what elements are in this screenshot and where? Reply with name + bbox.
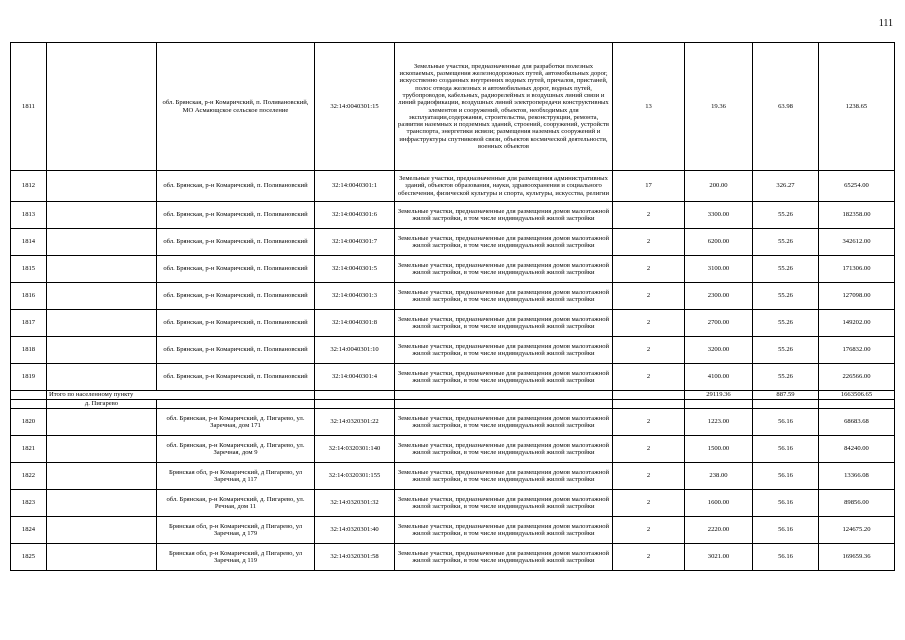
category-cell: 2 <box>613 364 685 391</box>
row-number: 1812 <box>11 171 47 202</box>
specific-value-cell: 56.16 <box>753 544 819 571</box>
land-use-cell: Земельные участки, предназначенные для размещения домов малоэтажной жилой застройки, в том числе индивидуальной жилой застройки <box>395 544 613 571</box>
cadastral-number-cell: 32:14:0320301:155 <box>315 463 395 490</box>
empty-cell <box>47 544 157 571</box>
table-row <box>11 544 895 571</box>
cadastral-value-cell: 169659.36 <box>819 544 895 571</box>
empty-cell <box>47 364 157 391</box>
empty-cell <box>395 400 613 409</box>
area-cell: 19.36 <box>685 43 753 171</box>
summary-specific-value: 887.59 <box>753 391 819 400</box>
cadastral-value-table <box>10 42 895 571</box>
specific-value-cell: 55.26 <box>753 202 819 229</box>
area-cell: 238.00 <box>685 463 753 490</box>
row-number: 1816 <box>11 283 47 310</box>
land-use-cell: Земельные участки, предназначенные для размещения домов малоэтажной жилой застройки, в том числе индивидуальной жилой застройки <box>395 463 613 490</box>
empty-cell <box>47 283 157 310</box>
row-number: 1819 <box>11 364 47 391</box>
summary-label: Итого по населенному пункту <box>47 391 315 400</box>
category-cell: 17 <box>613 171 685 202</box>
empty-cell <box>47 310 157 337</box>
land-use-cell: Земельные участки, предназначенные для размещения домов малоэтажной жилой застройки, в том числе индивидуальной жилой застройки <box>395 310 613 337</box>
table-row <box>11 436 895 463</box>
page-number: 111 <box>878 18 893 29</box>
empty-cell <box>753 400 819 409</box>
specific-value-cell: 56.16 <box>753 436 819 463</box>
row-number: 1814 <box>11 229 47 256</box>
specific-value-cell: 55.26 <box>753 256 819 283</box>
address-cell: обл. Брянская, р-н Комаричский, п. Поливановский <box>157 283 315 310</box>
cadastral-number-cell: 32:14:0320301:140 <box>315 436 395 463</box>
empty-cell <box>47 490 157 517</box>
address-cell: обл. Брянская, р-н Комаричский, п. Поливановский <box>157 337 315 364</box>
cadastral-number-cell: 32:14:0040301:1 <box>315 171 395 202</box>
cadastral-value-cell: 89856.00 <box>819 490 895 517</box>
address-cell: обл. Брянская, р-н Комаричский, д. Пигарево, ул. Речная, дом 11 <box>157 490 315 517</box>
category-cell: 2 <box>613 409 685 436</box>
address-cell: обл. Брянская, р-н Комаричский, п. Поливановский <box>157 229 315 256</box>
empty-cell <box>47 256 157 283</box>
row-number: 1813 <box>11 202 47 229</box>
category-cell: 2 <box>613 229 685 256</box>
row-number: 1818 <box>11 337 47 364</box>
row-number: 1811 <box>11 43 47 171</box>
table-row <box>11 202 895 229</box>
empty-cell <box>47 409 157 436</box>
table-row <box>11 310 895 337</box>
locality-name: д. Пигарево <box>47 400 157 409</box>
specific-value-cell: 55.26 <box>753 229 819 256</box>
row-number: 1821 <box>11 436 47 463</box>
specific-value-cell: 55.26 <box>753 364 819 391</box>
area-cell: 200.00 <box>685 171 753 202</box>
specific-value-cell: 56.16 <box>753 463 819 490</box>
cadastral-value-cell: 127098.00 <box>819 283 895 310</box>
row-number: 1815 <box>11 256 47 283</box>
category-cell: 2 <box>613 202 685 229</box>
table-row <box>11 43 895 171</box>
area-cell: 1500.00 <box>685 436 753 463</box>
land-use-cell: Земельные участки, предназначенные для размещения домов малоэтажной жилой застройки, в том числе индивидуальной жилой застройки <box>395 202 613 229</box>
empty-cell <box>47 229 157 256</box>
area-cell: 2700.00 <box>685 310 753 337</box>
table-row <box>11 283 895 310</box>
cadastral-number-cell: 32:14:0040301:7 <box>315 229 395 256</box>
specific-value-cell: 56.16 <box>753 517 819 544</box>
area-cell: 2220.00 <box>685 517 753 544</box>
category-cell: 2 <box>613 436 685 463</box>
area-cell: 2300.00 <box>685 283 753 310</box>
land-use-cell: Земельные участки, предназначенные для размещения домов малоэтажной жилой застройки, в том числе индивидуальной жилой застройки <box>395 490 613 517</box>
address-cell: Брянская обл, р-н Комаричский, д Пигарево, ул Заречная, д 119 <box>157 544 315 571</box>
cadastral-value-cell: 65254.00 <box>819 171 895 202</box>
area-cell: 3100.00 <box>685 256 753 283</box>
empty-cell <box>315 400 395 409</box>
cadastral-value-cell: 226566.00 <box>819 364 895 391</box>
cadastral-number-cell: 32:14:0320301:40 <box>315 517 395 544</box>
address-cell: обл. Брянская, р-н Комаричский, п. Поливановский <box>157 256 315 283</box>
address-cell: обл. Брянская, р-н Комаричский, п. Поливановский <box>157 171 315 202</box>
address-cell: обл. Брянская, р-н Комаричский, д. Пигарево, ул. Заречная, дом 9 <box>157 436 315 463</box>
land-use-cell: Земельные участки, предназначенные для размещения домов малоэтажной жилой застройки, в том числе индивидуальной жилой застройки <box>395 409 613 436</box>
row-number: 1824 <box>11 517 47 544</box>
category-cell: 2 <box>613 283 685 310</box>
address-cell: обл. Брянская, р-н Комаричский, п. Поливановский <box>157 310 315 337</box>
empty-cell <box>685 400 753 409</box>
cadastral-value-cell: 124675.20 <box>819 517 895 544</box>
cadastral-number-cell: 32:14:0040301:4 <box>315 364 395 391</box>
table-row <box>11 364 895 391</box>
address-cell: обл. Брянская, р-н Комаричский, п. Поливановский <box>157 364 315 391</box>
empty-cell <box>613 391 685 400</box>
specific-value-cell: 55.26 <box>753 310 819 337</box>
cadastral-number-cell: 32:14:0040301:3 <box>315 283 395 310</box>
cadastral-value-cell: 84240.00 <box>819 436 895 463</box>
empty-cell <box>315 391 395 400</box>
land-use-cell: Земельные участки, предназначенные для размещения домов малоэтажной жилой застройки, в том числе индивидуальной жилой застройки <box>395 517 613 544</box>
area-cell: 1600.00 <box>685 490 753 517</box>
empty-cell <box>47 171 157 202</box>
specific-value-cell: 55.26 <box>753 337 819 364</box>
table-row <box>11 463 895 490</box>
empty-cell <box>395 391 613 400</box>
table-row <box>11 490 895 517</box>
empty-cell <box>47 202 157 229</box>
category-cell: 2 <box>613 256 685 283</box>
cadastral-number-cell: 32:14:0320301:58 <box>315 544 395 571</box>
cadastral-number-cell: 32:14:0320301:32 <box>315 490 395 517</box>
specific-value-cell: 55.26 <box>753 283 819 310</box>
summary-area: 29119.36 <box>685 391 753 400</box>
category-cell: 2 <box>613 490 685 517</box>
area-cell: 3021.00 <box>685 544 753 571</box>
address-cell: обл. Брянская, р-н Комаричский, д. Пигарево, ул. Заречная, дом 171 <box>157 409 315 436</box>
cadastral-value-cell: 13366.08 <box>819 463 895 490</box>
row-number: 1825 <box>11 544 47 571</box>
empty-cell <box>47 43 157 171</box>
cadastral-number-cell: 32:14:0040301:15 <box>315 43 395 171</box>
land-use-cell: Земельные участки, предназначенные для размещения административных зданий, объектов образования, науки, здравоохранения и социального обеспечения, физической культуры и спорта, культуры, искусства, религии <box>395 171 613 202</box>
specific-value-cell: 63.98 <box>753 43 819 171</box>
cadastral-number-cell: 32:14:0040301:6 <box>315 202 395 229</box>
land-use-cell: Земельные участки, предназначенные для размещения домов малоэтажной жилой застройки, в том числе индивидуальной жилой застройки <box>395 256 613 283</box>
area-cell: 6200.00 <box>685 229 753 256</box>
area-cell: 3300.00 <box>685 202 753 229</box>
cadastral-value-cell: 176832.00 <box>819 337 895 364</box>
address-cell: Брянская обл, р-н Комаричский, д Пигарево, ул Заречная, д 117 <box>157 463 315 490</box>
table-row <box>11 171 895 202</box>
summary-row <box>11 391 895 400</box>
land-use-cell: Земельные участки, предназначенные для разработки полезных ископаемых, размещения железнодорожных путей, автомобильных дорог, искусственно созданных внутренних водных путей, причалов, пристаней, полос отвода железных и автомобильных дорог, водных путей, трубопроводов, кабельных, радиорелейных и воздушных линий связи и линий радиофикации, воздушных линий электропередачи конструктивных элементов и сооружений, объектов, необходимых для эксплуатации,содержания, строительства, реконструкции, ремонта, развития наземных и подземных зданий, строений, сооружений, устройств транспорта, энергетики исвязи; размещения наземных сооружений и инфраструктуры спутниковой связи, объектов космической деятельности, военных объектов <box>395 43 613 171</box>
category-cell: 2 <box>613 517 685 544</box>
category-cell: 2 <box>613 310 685 337</box>
address-cell: Брянская обл, р-н Комаричский, д Пигарево, ул Заречная, д 179 <box>157 517 315 544</box>
row-number: 1822 <box>11 463 47 490</box>
empty-cell <box>47 463 157 490</box>
table-body <box>11 43 895 571</box>
summary-cadastral-value: 1663506.65 <box>819 391 895 400</box>
empty-cell <box>613 400 685 409</box>
cadastral-number-cell: 32:14:0320301:22 <box>315 409 395 436</box>
table-row <box>11 409 895 436</box>
empty-cell <box>47 337 157 364</box>
area-cell: 1223.00 <box>685 409 753 436</box>
cadastral-value-cell: 1238.65 <box>819 43 895 171</box>
land-use-cell: Земельные участки, предназначенные для размещения домов малоэтажной жилой застройки, в том числе индивидуальной жилой застройки <box>395 337 613 364</box>
cadastral-number-cell: 32:14:0040301:5 <box>315 256 395 283</box>
area-cell: 4100.00 <box>685 364 753 391</box>
row-number: 1817 <box>11 310 47 337</box>
cadastral-value-cell: 342612.00 <box>819 229 895 256</box>
table-row <box>11 517 895 544</box>
empty-cell <box>47 517 157 544</box>
specific-value-cell: 56.16 <box>753 490 819 517</box>
cadastral-value-cell: 182358.00 <box>819 202 895 229</box>
specific-value-cell: 326.27 <box>753 171 819 202</box>
category-cell: 2 <box>613 463 685 490</box>
land-use-cell: Земельные участки, предназначенные для размещения домов малоэтажной жилой застройки, в том числе индивидуальной жилой застройки <box>395 436 613 463</box>
table-row <box>11 337 895 364</box>
specific-value-cell: 56.16 <box>753 409 819 436</box>
land-use-cell: Земельные участки, предназначенные для размещения домов малоэтажной жилой застройки, в том числе индивидуальной жилой застройки <box>395 283 613 310</box>
table-row <box>11 256 895 283</box>
cadastral-value-cell: 149202.00 <box>819 310 895 337</box>
address-cell: обл. Брянская, р-н Комаричский, п. Поливановский, МО Асмающское сельское поселение <box>157 43 315 171</box>
category-cell: 2 <box>613 544 685 571</box>
cadastral-number-cell: 32:14:0040301:8 <box>315 310 395 337</box>
cadastral-value-cell: 171306.00 <box>819 256 895 283</box>
row-number: 1823 <box>11 490 47 517</box>
row-number: 1820 <box>11 409 47 436</box>
empty-cell <box>11 400 47 409</box>
empty-cell <box>11 391 47 400</box>
table-row <box>11 229 895 256</box>
empty-cell <box>157 400 315 409</box>
empty-cell <box>819 400 895 409</box>
land-use-cell: Земельные участки, предназначенные для размещения домов малоэтажной жилой застройки, в том числе индивидуальной жилой застройки <box>395 364 613 391</box>
land-use-cell: Земельные участки, предназначенные для размещения домов малоэтажной жилой застройки, в том числе индивидуальной жилой застройки <box>395 229 613 256</box>
cadastral-value-cell: 68683.68 <box>819 409 895 436</box>
empty-cell <box>47 436 157 463</box>
address-cell: обл. Брянская, р-н Комаричский, п. Поливановский <box>157 202 315 229</box>
area-cell: 3200.00 <box>685 337 753 364</box>
category-cell: 13 <box>613 43 685 171</box>
locality-row <box>11 400 895 409</box>
cadastral-number-cell: 32:14:0040301:10 <box>315 337 395 364</box>
category-cell: 2 <box>613 337 685 364</box>
